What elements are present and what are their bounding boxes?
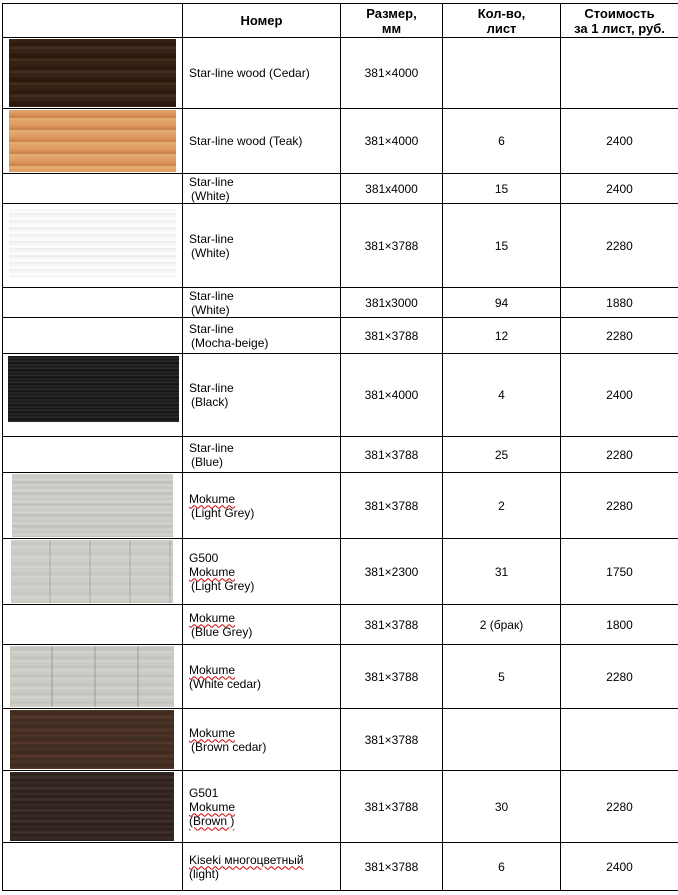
product-name [183, 318, 341, 354]
size-cell: 381×3788 [341, 645, 443, 709]
product-line: (Blue Grey) [191, 624, 253, 639]
swatch-cell [3, 771, 183, 843]
table-row [3, 109, 678, 174]
table-row [3, 539, 678, 605]
product-line: G500 [189, 550, 219, 565]
header-price-line2: за 1 лист, руб. [574, 20, 665, 36]
size-cell: 381×3788 [341, 843, 443, 891]
table-row [3, 174, 678, 204]
swatch-brown-cedar [10, 710, 174, 769]
product-name [183, 109, 341, 174]
qty-cell: 2 [443, 473, 561, 539]
table-row [3, 204, 678, 288]
swatch-cell [3, 605, 183, 645]
product-name [183, 288, 341, 318]
qty-cell: 6 [443, 109, 561, 174]
product-line: Mokume [189, 491, 236, 506]
qty-cell: 2 (брак) [443, 605, 561, 645]
product-line: Star-line wood (Cedar) [189, 66, 310, 80]
qty-cell [443, 38, 561, 109]
size-cell: 381×4000 [341, 354, 443, 437]
price-cell [561, 709, 678, 771]
swatch-cell [3, 473, 183, 539]
product-line: (Light Grey) [191, 578, 255, 593]
swatch-cell [3, 539, 183, 605]
table-row [3, 437, 678, 473]
table-row [3, 318, 678, 354]
table-row [3, 354, 678, 437]
product-line: Mokume [189, 725, 236, 740]
size-cell: 381×3788 [341, 473, 443, 539]
size-cell: 381×3788 [341, 771, 443, 843]
swatch-white [9, 209, 176, 277]
product-line: Star-line [189, 321, 234, 336]
header-qty-line1: Кол-во, [477, 5, 526, 21]
product-line: Star-line [189, 288, 234, 303]
product-line: Star-line [189, 174, 234, 189]
table-row [3, 288, 678, 318]
swatch-cell [3, 174, 183, 204]
qty-cell: 5 [443, 645, 561, 709]
qty-cell: 4 [443, 354, 561, 437]
product-line: (Blue) [191, 454, 224, 469]
product-line: Star-line [189, 231, 234, 246]
qty-cell: 94 [443, 288, 561, 318]
qty-cell: 15 [443, 204, 561, 288]
price-cell [561, 38, 678, 109]
product-name [183, 38, 341, 109]
product-line: (Black) [191, 395, 229, 409]
swatch-light-grey-wood [11, 540, 173, 603]
swatch-white-cedar [10, 646, 174, 707]
qty-cell [443, 709, 561, 771]
swatch-teak [9, 110, 176, 172]
price-cell: 1880 [561, 288, 678, 318]
size-cell: 381×3788 [341, 204, 443, 288]
qty-cell: 25 [443, 437, 561, 473]
swatch-brown [10, 772, 174, 841]
qty-cell: 31 [443, 539, 561, 605]
size-cell: 381×3788 [341, 605, 443, 645]
swatch-black [8, 356, 179, 422]
product-line: Mokume [189, 610, 236, 625]
product-line: G501 [189, 785, 219, 800]
price-cell: 2280 [561, 318, 678, 354]
product-line: (Mocha-beige) [191, 335, 269, 350]
qty-cell: 6 [443, 843, 561, 891]
product-line: (Brown cedar) [191, 739, 267, 754]
product-name [183, 771, 341, 843]
qty-cell: 15 [443, 174, 561, 204]
product-line: Star-line [189, 381, 234, 395]
header-image-cell [3, 4, 183, 38]
price-cell: 1800 [561, 605, 678, 645]
swatch-cell [3, 204, 183, 288]
swatch-cell [3, 843, 183, 891]
product-line: (Brown ) [189, 813, 235, 828]
header-row [3, 4, 678, 38]
product-name [183, 174, 341, 204]
swatch-cedar [9, 39, 176, 107]
table-row [3, 843, 678, 891]
header-size-line1: Размер, [366, 5, 417, 21]
price-cell: 2400 [561, 354, 678, 437]
swatch-cell [3, 437, 183, 473]
table-row [3, 771, 678, 843]
swatch-cell [3, 709, 183, 771]
header-size-line2: мм [381, 20, 402, 36]
product-line: (White) [191, 245, 230, 260]
swatch-cell [3, 288, 183, 318]
price-table [2, 3, 678, 891]
size-cell: 381х4000 [341, 174, 443, 204]
size-cell: 381×3788 [341, 318, 443, 354]
price-cell: 2280 [561, 645, 678, 709]
product-line: Star-line wood (Teak) [189, 134, 303, 148]
header-qty-line2: лист [486, 20, 517, 36]
product-name [183, 605, 341, 645]
product-name [183, 437, 341, 473]
product-name [183, 843, 341, 891]
size-cell: 381×4000 [341, 38, 443, 109]
product-name [183, 709, 341, 771]
price-cell: 2280 [561, 437, 678, 473]
header-size [341, 4, 443, 38]
product-line: (light) [189, 866, 220, 881]
table-row [3, 605, 678, 645]
qty-cell: 12 [443, 318, 561, 354]
size-cell: 381×3788 [341, 437, 443, 473]
price-cell: 2280 [561, 204, 678, 288]
product-line: (Light Grey) [191, 505, 255, 520]
product-line: Star-line [189, 440, 234, 455]
qty-cell: 30 [443, 771, 561, 843]
swatch-cell [3, 645, 183, 709]
header-qty [443, 4, 561, 38]
header-price-line1: Стоимость [584, 5, 655, 21]
product-line: Mokume [189, 799, 236, 814]
header-price [561, 4, 678, 38]
swatch-cell [3, 318, 183, 354]
product-line: (White) [191, 302, 230, 317]
product-line: (White cedar) [189, 676, 262, 691]
product-name [183, 473, 341, 539]
swatch-cell [3, 354, 183, 437]
swatch-cell [3, 38, 183, 109]
table-row [3, 473, 678, 539]
product-line: (White) [191, 188, 230, 203]
size-cell: 381×3788 [341, 709, 443, 771]
product-name [183, 539, 341, 605]
price-cell: 2280 [561, 771, 678, 843]
product-name [183, 354, 341, 437]
product-line: Mokume [189, 564, 236, 579]
size-cell: 381×4000 [341, 109, 443, 174]
price-cell: 2400 [561, 843, 678, 891]
table-row [3, 645, 678, 709]
size-cell: 381×2300 [341, 539, 443, 605]
header-number: Номер [183, 4, 341, 38]
product-name [183, 645, 341, 709]
size-cell: 381х3000 [341, 288, 443, 318]
table-row [3, 709, 678, 771]
product-line: Mokume [189, 662, 236, 677]
product-line: Kiseki многоцветный [189, 852, 304, 867]
product-name [183, 204, 341, 288]
table-row [3, 38, 678, 109]
price-cell: 1750 [561, 539, 678, 605]
price-cell: 2280 [561, 473, 678, 539]
price-cell: 2400 [561, 109, 678, 174]
price-cell: 2400 [561, 174, 678, 204]
swatch-cell [3, 109, 183, 174]
swatch-light-grey [12, 474, 173, 537]
